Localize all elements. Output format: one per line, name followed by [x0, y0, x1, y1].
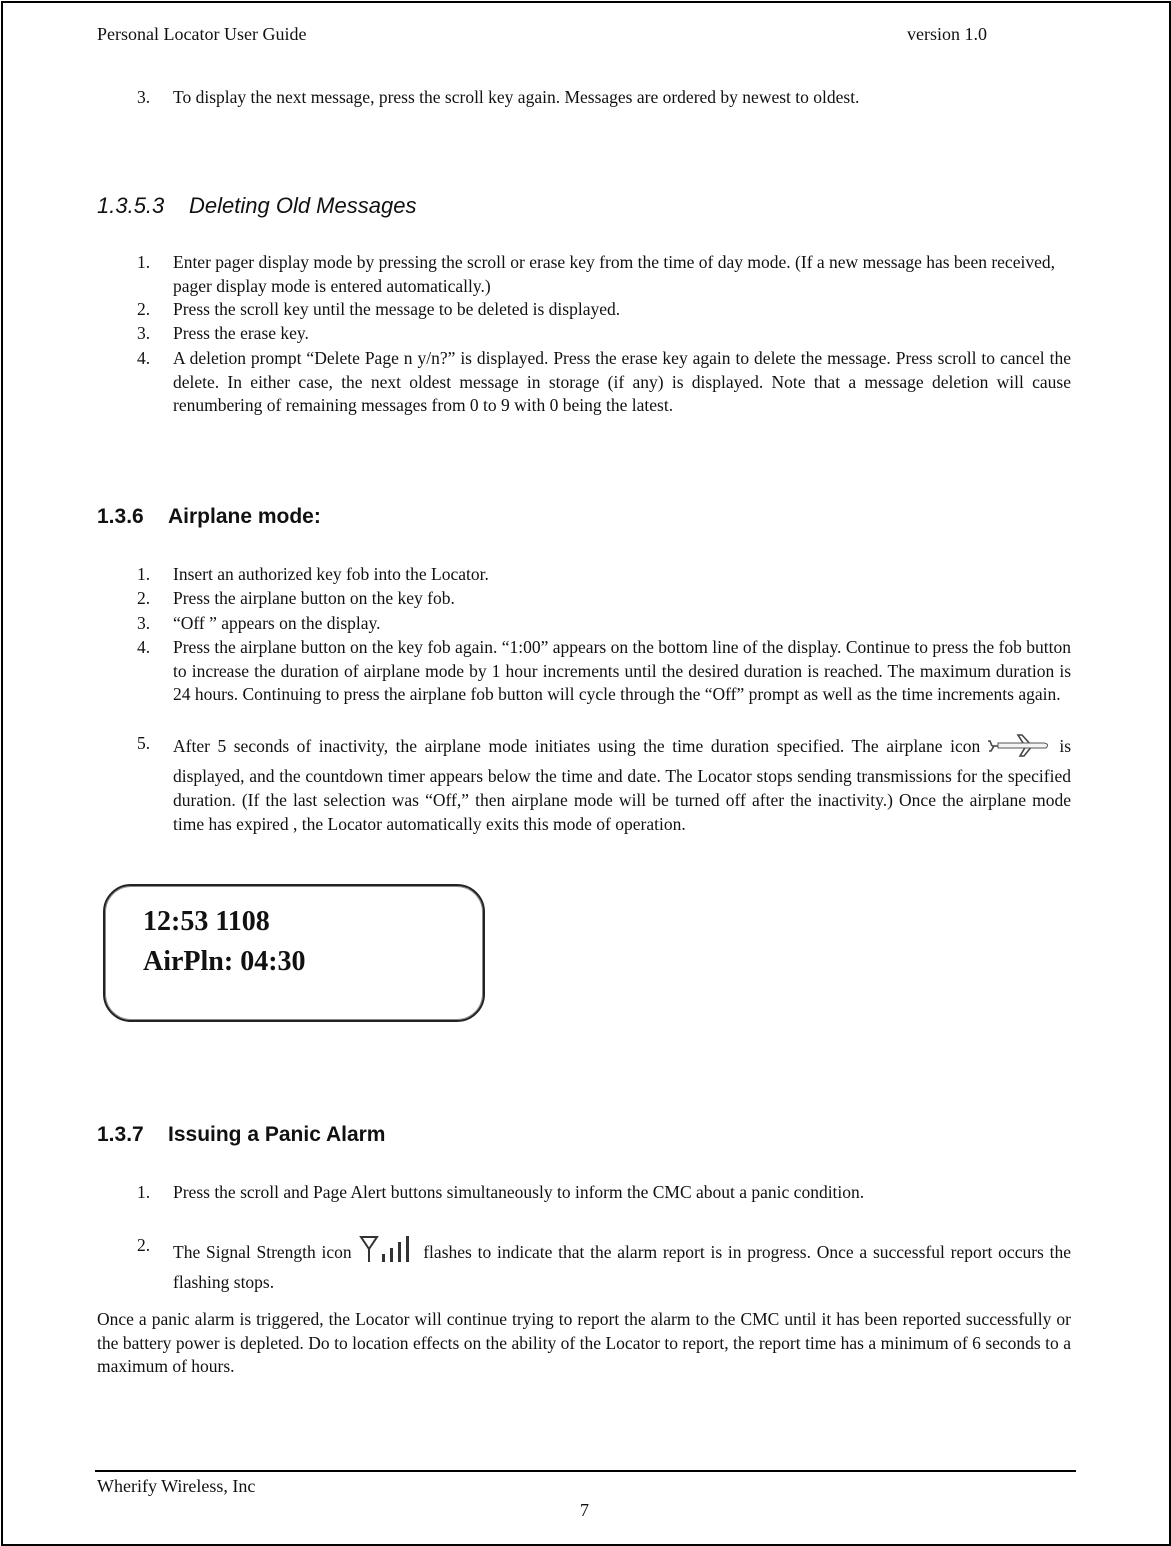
item-text: Enter pager display mode by pressing the scroll or erase key from the time of day mode. (If a new message has been received, pager display mode is entered automatically.): [173, 252, 1055, 296]
section-heading-136: [97, 505, 321, 529]
item-text: Press the scroll key until the message to be deleted is displayed.: [173, 299, 621, 319]
display-line-2: AirPln: 04:30: [143, 946, 306, 977]
footer-rule: [95, 1470, 1076, 1472]
item-number: 3.: [137, 613, 151, 633]
item-number: 5.: [137, 733, 151, 753]
item-text: “Off ” appears on the display.: [173, 613, 381, 633]
signal-strength-icon: [357, 1234, 417, 1271]
item-text: [173, 732, 1071, 836]
item-text-part-b: is displayed, and the countdown timer appears below the time and date. The Locator stops sending transmissions for the specified duration. (If the last selection was “Off,” then airplane mode will be turned off after the inactivity.) Once the airplane mode time has expired , the Locator automatically exits this mode of operation.: [173, 736, 1072, 834]
item-text: A deletion prompt “Delete Page n y/n?” is displayed. Press the erase key again to delete the message. Press scroll to cancel the delete. In either case, the next oldest message in storage (if any) is displayed. Note that a message deletion will cause renumbering of remaining messages from 0 to 9 with 0 being the latest.: [173, 348, 1071, 415]
item-text: Press the scroll and Page Alert buttons simultaneously to inform the CMC about a panic condition.: [173, 1182, 865, 1202]
airplane-icon: [988, 732, 1052, 764]
item-text: Insert an authorized key fob into the Locator.: [173, 564, 489, 584]
section-heading-137: [97, 1123, 385, 1147]
item-number: 2.: [137, 1235, 151, 1255]
section-heading-1353: [97, 193, 416, 219]
item-text-part-b: flashes to indicate that the alarm report is in progress. Once a successful report occurs the flashing stops.: [173, 1242, 1072, 1292]
item-text: Press the erase key.: [173, 323, 309, 343]
section-title: Airplane mode:: [168, 505, 321, 528]
item-number: 3.: [137, 323, 151, 343]
section-number: 1.3.7: [97, 1123, 144, 1146]
section-number: 1.3.6: [97, 505, 144, 528]
item-number: 4.: [137, 348, 151, 368]
section-title: Deleting Old Messages: [189, 193, 417, 218]
page-number: 7: [580, 1500, 589, 1520]
header-title: Personal Locator User Guide: [97, 24, 307, 44]
item-number: 4.: [137, 637, 151, 657]
section-title: Issuing a Panic Alarm: [168, 1123, 386, 1146]
item-number: 2.: [137, 299, 151, 319]
header-version: version 1.0: [907, 24, 987, 44]
item-text: To display the next message, press the scroll key again. Messages are ordered by newest to oldest.: [173, 87, 860, 107]
item-text-part-a: The Signal Strength icon: [173, 1242, 352, 1262]
item-number: 1.: [137, 564, 151, 584]
footer-company: Wherify Wireless, Inc: [97, 1476, 256, 1496]
item-number: 1.: [137, 1182, 151, 1202]
item-number: 3.: [137, 87, 151, 107]
locator-display: [103, 884, 485, 1022]
item-text: Press the airplane button on the key fob.: [173, 588, 455, 608]
item-number: 1.: [137, 252, 151, 272]
item-text: [173, 1234, 1071, 1294]
item-text: Press the airplane button on the key fob again. “1:00” appears on the bottom line of the display. Continue to press the fob button to increase the duration of airplane mode by 1 hour increments until the desired duration is reached. The maximum duration is 24 hours. Continuing to press the airplane fob button will cycle through the “Off” prompt as well as the time increments again.: [173, 637, 1071, 704]
item-number: 2.: [137, 588, 151, 608]
section-number: 1.3.5.3: [97, 193, 165, 218]
panic-alarm-paragraph: Once a panic alarm is triggered, the Locator will continue trying to report the alarm to the CMC until it has been reported successfully or the battery power is depleted. Do to location effects on the ability of the Locator to report, the report time has a minimum of 6 seconds to a maximum of hours.: [97, 1309, 1071, 1376]
display-line-1: 12:53 1108: [143, 906, 270, 937]
item-text-part-a: After 5 seconds of inactivity, the airplane mode initiates using the time duration specified. The airplane icon: [173, 736, 981, 756]
